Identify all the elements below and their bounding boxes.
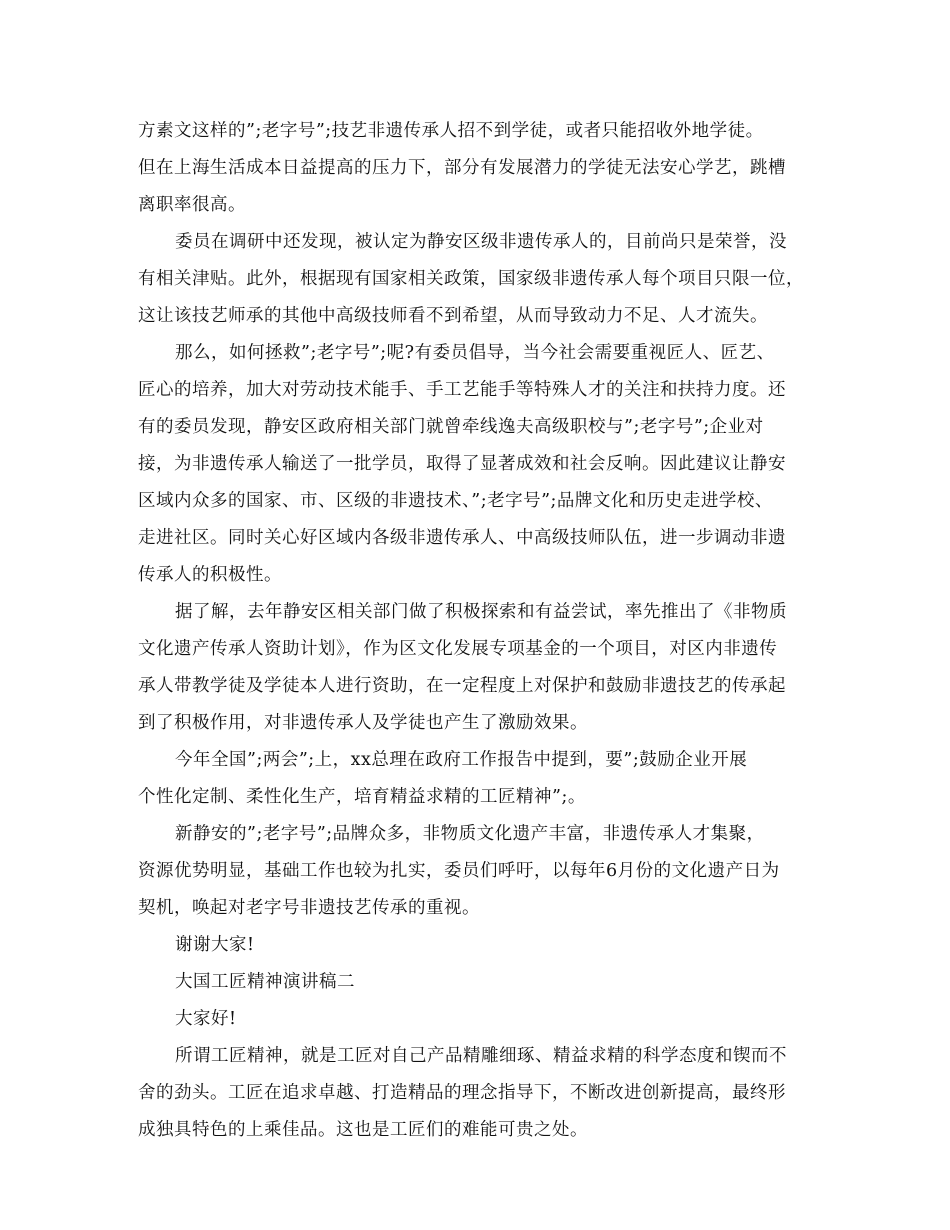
paragraph-line: 有相关津贴。此外，根据现有国家相关政策，国家级非遗传承人每个项目只限一位， [138, 269, 804, 289]
paragraph-line: 新静安的”;老字号”;品牌众多，非物质文化遗产丰富，非遗传承人才集聚， [175, 824, 765, 844]
paragraph-line: 据了解，去年静安区相关部门做了积极探索和有益尝试，率先推出了《非物质 [175, 602, 787, 622]
document-body [138, 113, 826, 1149]
paragraph-line: 接，为非遗传承人输送了一批学员，取得了显著成效和社会反响。因此建议让静安 [138, 454, 786, 474]
body-paragraph [138, 113, 826, 224]
body-paragraph [138, 1038, 826, 1149]
body-paragraph [138, 224, 826, 335]
paragraph-line: 大国工匠精神演讲稿二 [175, 972, 355, 992]
body-paragraph [138, 594, 826, 742]
paragraph-line: 文化遗产传承人资助计划》，作为区文化发展专项基金的一个项目，对区内非遗传 [138, 639, 778, 659]
paragraph-line: 契机，唤起对老字号非遗技艺传承的重视。 [138, 898, 480, 918]
paragraph-line: 舍的劲头。工匠在追求卓越、打造精品的理念指导下，不断改进创新提高，最终形 [138, 1083, 786, 1103]
paragraph-line: 个性化定制、柔性化生产，培育精益求精的工匠精神”;。 [138, 787, 586, 807]
body-paragraph [138, 964, 826, 1001]
paragraph-line: 委员在调研中还发现，被认定为静安区级非遗传承人的，目前尚只是荣誉，没 [175, 232, 787, 252]
paragraph-line: 但在上海生活成本日益提高的压力下，部分有发展潜力的学徒无法安心学艺，跳槽 [138, 158, 786, 178]
paragraph-line: 今年全国”;两会”;上，xx总理在政府工作报告中提到，要”;鼓励企业开展 [175, 750, 748, 770]
body-paragraph [138, 1001, 826, 1038]
paragraph-line: 资源优势明显，基础工作也较为扎实，委员们呼吁，以每年6月份的文化遗产日为 [138, 861, 780, 881]
body-paragraph [138, 335, 826, 594]
body-paragraph [138, 816, 826, 927]
paragraph-line: 有的委员发现，静安区政府相关部门就曾牵线逸夫高级职校与”;老字号”;企业对 [138, 417, 764, 437]
paragraph-line: 谢谢大家! [175, 935, 255, 955]
paragraph-line: 走进社区。同时关心好区域内各级非遗传承人、中高级技师队伍，进一步调动非遗 [138, 528, 786, 548]
paragraph-line: 大家好! [175, 1009, 237, 1029]
body-paragraph [138, 742, 826, 816]
paragraph-line: 这让该技艺师承的其他中高级技师看不到希望，从而导致动力不足、人才流失。 [138, 306, 768, 326]
paragraph-line: 离职率很高。 [138, 195, 246, 215]
body-paragraph [138, 927, 826, 964]
paragraph-line: 那么，如何拯救”;老字号”;呢?有委员倡导，当今社会需要重视匠人、匠艺、 [175, 343, 775, 363]
paragraph-line: 承人带教学徒及学徒本人进行资助，在一定程度上对保护和鼓励非遗技艺的传承起 [138, 676, 786, 696]
paragraph-line: 匠心的培养，加大对劳动技术能手、手工艺能手等特殊人才的关注和扶持力度。还 [138, 380, 786, 400]
paragraph-line: 传承人的积极性。 [138, 565, 282, 585]
paragraph-line: 所谓工匠精神，就是工匠对自己产品精雕细琢、精益求精的科学态度和锲而不 [175, 1046, 787, 1066]
paragraph-line: 方素文这样的”;老字号”;技艺非遗传承人招不到学徒，或者只能招收外地学徒。 [138, 121, 764, 141]
paragraph-line: 到了积极作用，对非遗传承人及学徒也产生了激励效果。 [138, 713, 588, 733]
paragraph-line: 成独具特色的上乘佳品。这也是工匠们的难能可贵之处。 [138, 1120, 588, 1140]
paragraph-line: 区域内众多的国家、市、区级的非遗技术、”;老字号”;品牌文化和历史走进学校、 [138, 491, 773, 511]
